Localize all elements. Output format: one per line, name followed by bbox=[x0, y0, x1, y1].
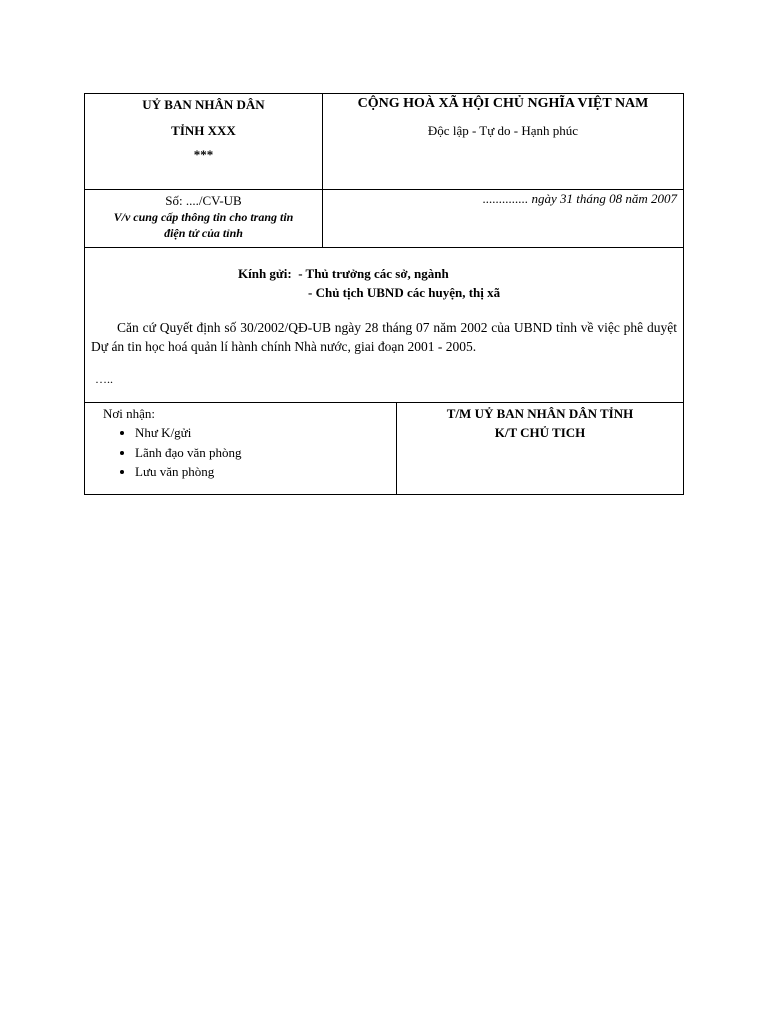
issuer-name: UỶ BAN NHÂN DÂN bbox=[142, 97, 265, 112]
issuer-stars: *** bbox=[193, 147, 214, 162]
body-ellipsis: ….. bbox=[95, 372, 113, 386]
body-paragraph: Căn cứ Quyết định số 30/2002/QĐ-UB ngày 28 tháng 07 năm 2002 của UBND tỉnh về việc phê duyệt Dự án tin học hoá quản lí hành chính Nhà nước, giai đoạn 2001 - 2005. bbox=[91, 320, 677, 354]
national-motto: Độc lập - Tự do - Hạnh phúc bbox=[427, 123, 579, 138]
recipient-item: • Lưu văn phòng bbox=[135, 462, 242, 482]
subject-line-1: V/v cung cấp thông tin cho trang tin bbox=[113, 210, 294, 224]
subject-line-2: điện tử của tỉnh bbox=[164, 226, 243, 240]
salutation bbox=[238, 266, 449, 282]
official-letter bbox=[84, 93, 684, 495]
date-text: ngày 31 tháng 08 năm 2007 bbox=[531, 191, 677, 206]
document-number: Số: ..../CV-UB bbox=[165, 193, 242, 208]
date-block bbox=[323, 190, 677, 247]
recipients-block bbox=[85, 403, 396, 495]
salutation-label: Kính gửi: bbox=[238, 266, 292, 281]
issuer-province: TỈNH XXX bbox=[171, 123, 236, 138]
footer-row bbox=[85, 403, 683, 495]
national-motto-block bbox=[323, 94, 683, 189]
recipients-list bbox=[85, 423, 242, 482]
recipient-item: • Như K/gửi bbox=[135, 423, 242, 443]
recipient-2: - Chủ tịch UBND các huyện, thị xã bbox=[308, 285, 501, 300]
date-dots: .............. bbox=[482, 191, 529, 206]
body-row bbox=[85, 248, 683, 403]
issuer-block bbox=[85, 94, 322, 189]
recipients-title: Nơi nhận: bbox=[103, 406, 156, 421]
issue-date bbox=[323, 191, 677, 207]
recipient-1: - Thủ trưởng các sở, ngành bbox=[298, 266, 449, 281]
national-title: CỘNG HOÀ XÃ HỘI CHỦ NGHĨA VIỆT NAM bbox=[357, 96, 649, 111]
recipient-item: • Lãnh đạo văn phòng bbox=[135, 443, 242, 463]
signature-block bbox=[397, 403, 683, 495]
reference-row bbox=[85, 190, 683, 248]
signature-title: K/T CHỦ TICH bbox=[494, 425, 586, 440]
reference-block bbox=[85, 190, 322, 247]
header-row bbox=[85, 94, 683, 190]
signature-authority: T/M UỶ BAN NHÂN DÂN TỈNH bbox=[446, 406, 634, 421]
